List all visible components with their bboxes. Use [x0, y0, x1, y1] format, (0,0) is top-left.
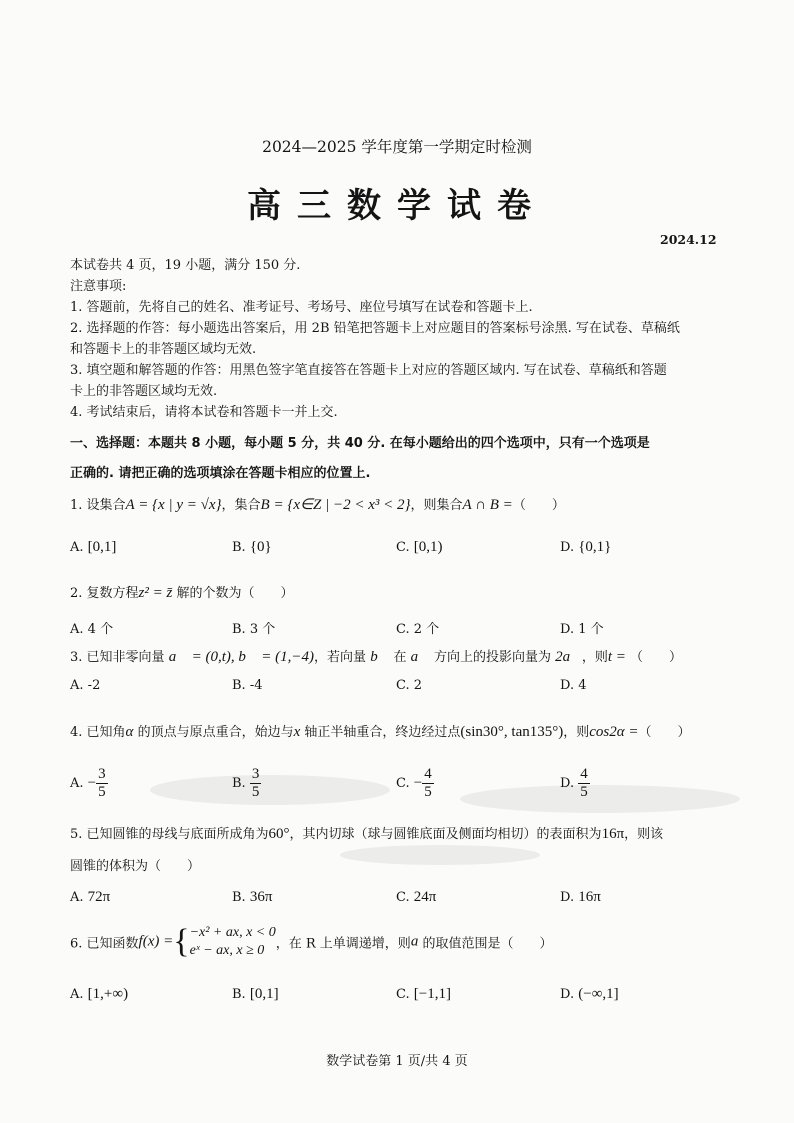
stem-text: ，若向量 [314, 650, 367, 665]
math-set-b: B = {x∈Z | −2 < x³ < 2} [260, 497, 411, 513]
question-5-stem-cont: 圆锥的体积为（ ） [70, 859, 201, 874]
piecewise-function [173, 924, 276, 960]
stem-text: 4. 已知角 [70, 725, 126, 740]
math-cos: cos2α = [589, 724, 639, 740]
math-intersection: A ∩ B = [462, 497, 513, 513]
option-a [70, 766, 108, 801]
stem-text: 的取值范围是（ ） [422, 936, 553, 952]
option-b [232, 678, 263, 693]
exam-summary: 本试卷共 4 页，19 小题，满分 150 分. [70, 258, 301, 273]
option-letter: C. [396, 890, 410, 905]
option-b [232, 766, 261, 801]
option-fraction [250, 766, 262, 801]
stem-text: 轴正半轴重合，终边经过点 [304, 725, 461, 740]
stem-text: ，集合 [221, 498, 261, 513]
option-b [232, 889, 272, 906]
scan-smudge [460, 785, 740, 813]
option-letter: A. [70, 890, 84, 905]
stem-text: ，在 R 上单调递增，则 [275, 936, 411, 952]
option-text: 24π [413, 889, 437, 905]
option-text: [1,+∞) [87, 986, 129, 1002]
option-letter: D. [560, 540, 575, 555]
option-b [232, 618, 275, 637]
option-sign: − [87, 775, 97, 791]
option-text: {0,1} [578, 539, 612, 555]
option-c [396, 678, 422, 693]
option-letter: B. [232, 987, 246, 1002]
question-4-stem [70, 721, 691, 741]
option-text: 16π [578, 889, 601, 905]
option-d [560, 678, 587, 693]
option-text: (−∞,1] [578, 986, 619, 1002]
stem-text: 方向上的投影向量为 [433, 650, 551, 665]
option-b [232, 539, 272, 556]
option-text: 2 [413, 678, 423, 693]
option-letter: A. [70, 678, 84, 693]
option-letter: C. [396, 540, 410, 555]
option-letter: A. [70, 987, 84, 1002]
option-letter: C. [396, 987, 410, 1002]
option-letter: A. [70, 540, 84, 555]
piecewise-cases [190, 924, 276, 960]
math-vector-b: b⃗ [370, 649, 390, 665]
numerator: 4 [424, 766, 432, 782]
option-letter: C. [396, 776, 410, 791]
case-2: eˣ − ax, x ≥ 0 [189, 943, 265, 958]
option-letter: D. [560, 776, 575, 791]
option-c [396, 986, 451, 1003]
math-vectors: a⃗ = (0,t), b⃗ = (1,−4) [168, 649, 315, 665]
stem-text: ，则集合 [410, 498, 463, 513]
option-text: 4 个 [87, 622, 114, 637]
option-d [560, 986, 619, 1003]
option-text: [−1,1] [413, 986, 451, 1002]
stem-text: 2. 复数方程 [70, 586, 139, 601]
question-5-stem [70, 823, 663, 843]
denominator: 5 [580, 784, 588, 800]
option-b [232, 986, 279, 1003]
notice-rule: 3. 填空题和解答题的作答：用黑色签字笔直接答在答题卡上对应的答题区域内. 写在试卷、草稿纸和答题 [70, 363, 667, 378]
option-c [396, 889, 436, 906]
stem-text: 在 [393, 650, 407, 665]
stem-text: 5. 已知圆锥的母线与底面所成角为 [70, 827, 269, 842]
denominator: 5 [251, 784, 260, 800]
math-function: f(x) = [138, 933, 174, 950]
stem-text: ，则该 [624, 827, 664, 842]
option-letter: D. [560, 987, 575, 1002]
stem-text: 解的个数为（ ） [176, 586, 294, 601]
option-text: 72π [87, 889, 111, 905]
notice-rule: 4. 考试结束后，请将本试卷和答题卡一并上交. [70, 405, 338, 420]
question-1-stem [70, 494, 565, 514]
option-c [396, 539, 443, 556]
option-letter: B. [232, 776, 246, 791]
scan-smudge [340, 845, 540, 865]
option-a [70, 986, 128, 1003]
option-c [396, 766, 434, 801]
notice-rule: 2. 选择题的作答：每小题选出答案后，用 2B 铅笔把答题卡上对应题目的答案标号涂黑. 写在试卷、草稿纸 [70, 321, 680, 336]
numerator: 3 [98, 766, 106, 782]
option-a [70, 678, 100, 693]
option-text: 1 个 [578, 622, 604, 637]
math-projection: 2a⃗ [555, 649, 582, 665]
option-letter: D. [560, 622, 575, 637]
math-alpha: α [125, 724, 134, 740]
stem-text: ，则 [581, 650, 608, 665]
denominator: 5 [424, 784, 432, 800]
option-a [70, 618, 113, 637]
exam-title: 高三数学试卷 [247, 186, 547, 226]
option-fraction [422, 766, 434, 801]
option-letter: D. [560, 890, 575, 905]
option-text: -4 [249, 678, 263, 693]
math-t: t = [607, 649, 626, 665]
option-d [560, 889, 601, 906]
stem-text: （ ） [512, 498, 565, 513]
stem-text: 1. 设集合 [70, 498, 126, 513]
option-text: [0,1] [87, 539, 117, 555]
option-fraction [96, 766, 108, 801]
notice-rule: 和答题卡上的非答题区域均无效. [70, 342, 257, 357]
notice-title: 注意事项: [70, 279, 127, 294]
denominator: 5 [98, 784, 106, 800]
option-text: 4 [578, 678, 587, 693]
option-d [560, 766, 590, 801]
stem-text: ，其内切球（球与圆锥底面及侧面均相切）的表面积为 [289, 827, 602, 842]
stem-text: （ ） [638, 725, 691, 740]
math-x: x [293, 724, 301, 740]
question-3-stem [70, 646, 682, 666]
option-letter: B. [232, 622, 246, 637]
math-area: 16π [601, 826, 625, 842]
math-angle: 60° [268, 826, 290, 842]
option-text: {0} [249, 539, 272, 555]
option-a [70, 539, 116, 556]
exam-date: 2024.12 [660, 232, 717, 247]
option-d [560, 539, 611, 556]
option-text: 36π [249, 889, 273, 905]
option-letter: D. [560, 678, 575, 693]
option-letter: A. [70, 622, 84, 637]
exam-subtitle: 2024—2025 学年度第一学期定时检测 [262, 138, 532, 156]
option-text: -2 [87, 678, 101, 693]
option-text: 2 个 [413, 622, 440, 637]
option-sign: − [413, 775, 423, 791]
option-letter: B. [232, 540, 246, 555]
option-fraction [578, 766, 590, 801]
case-1: −x² + ax, x < 0 [189, 925, 276, 940]
option-text: 3 个 [249, 622, 276, 637]
stem-text: 3. 已知非零向量 [70, 650, 165, 665]
option-letter: A. [70, 776, 84, 791]
stem-text: 的顶点与原点重合，始边与 [137, 725, 294, 740]
option-letter: C. [396, 678, 410, 693]
option-a [70, 889, 110, 906]
question-2-stem [70, 582, 294, 602]
math-point: (sin30°, tan135°) [460, 724, 564, 740]
option-text: [0,1] [249, 986, 279, 1002]
option-d [560, 618, 604, 637]
notice-rule: 1. 答题前，先将自己的姓名、准考证号、考场号、座位号填写在试卷和答题卡上. [70, 300, 533, 315]
scan-smudge [150, 775, 390, 805]
notice-rule: 卡上的非答题区域均无效. [70, 384, 218, 399]
numerator: 3 [251, 766, 260, 782]
option-letter: B. [232, 678, 246, 693]
page-footer: 数学试卷第 1 页/共 4 页 [326, 1054, 468, 1069]
brace-glyph: { [173, 923, 190, 960]
section-heading: 正确的. 请把正确的选项填涂在答题卡相应的位置上. [70, 466, 371, 481]
option-letter: C. [396, 622, 410, 637]
math-set-a: A = {x | y = √x} [125, 497, 222, 513]
question-6-stem [70, 924, 552, 960]
numerator: 4 [580, 766, 588, 782]
option-letter: B. [232, 890, 246, 905]
stem-text: 6. 已知函数 [70, 936, 139, 952]
section-heading: 一、选择题：本题共 8 小题，每小题 5 分，共 40 分. 在每小题给出的四个选项中，只有一个选项是 [70, 436, 650, 451]
math-equation: z² = z̄ [138, 585, 173, 601]
option-text: [0,1) [413, 539, 443, 555]
math-a: a [410, 933, 419, 950]
stem-text: （ ） [630, 650, 683, 665]
option-c [396, 618, 439, 637]
math-vector-a: a⃗ [410, 649, 430, 665]
stem-text: ，则 [563, 725, 590, 740]
